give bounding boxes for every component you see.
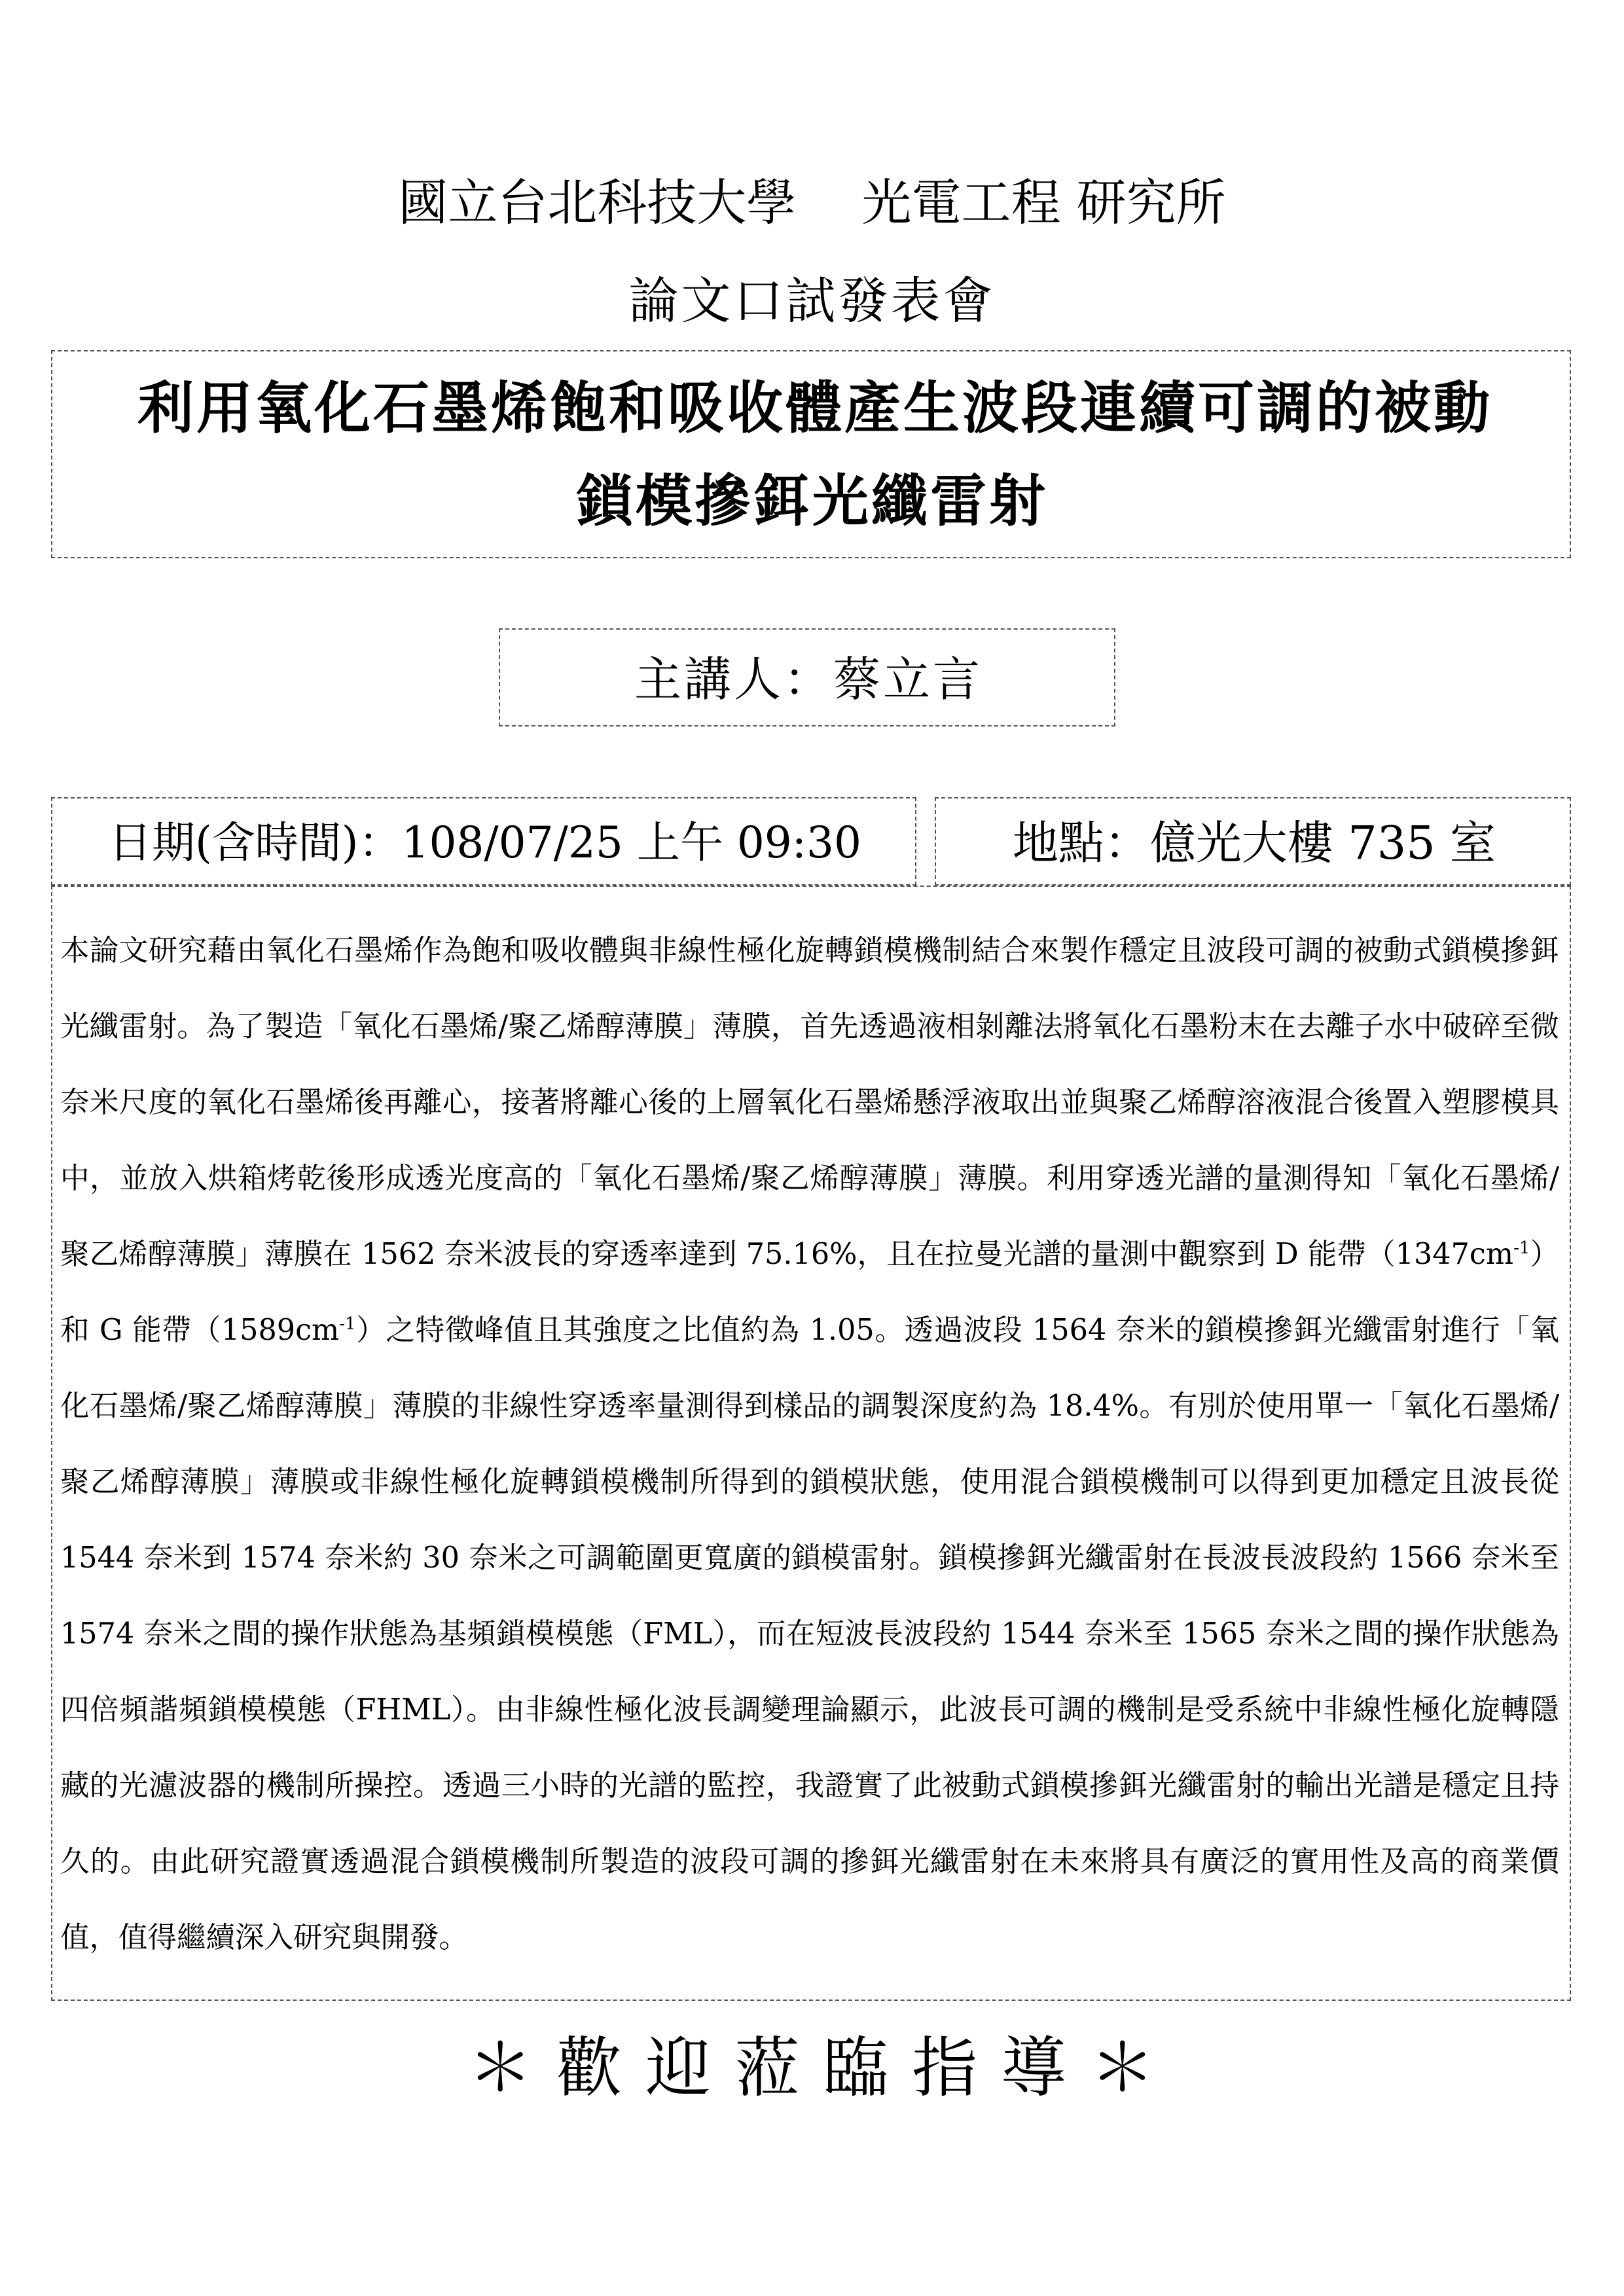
abstract-part-1: 本論文研究藉由氧化石墨烯作為飽和吸收體與非線性極化旋轉鎖模機制結合來製作穩定且波段可調的被動式鎖模摻鉺光纖雷射。為了製造「氧化石墨烯/聚乙烯醇薄膜」薄膜，首先透過液相剝離法將氧化石墨粉末在去離子水中破碎至微奈米尺度的氧化石墨烯後再離心，接著將離心後的上層氧化石墨烯懸浮液取出並與聚乙烯醇溶液混合後置入塑膠模具中，並放入烘箱烤乾後形成透光度高的「氧化石墨烯/聚乙烯醇薄膜」薄膜。利用穿透光譜的量測得知「氧化石墨烯/聚乙烯醇薄膜」薄膜在 1562 奈米波長的穿透率達到 75.16%，且在拉曼光譜的量測中觀察到 D 能帶（1347cm bbox=[60, 934, 1559, 1271]
unit-superscript-1: -1 bbox=[1513, 1238, 1530, 1259]
thesis-title-box bbox=[51, 350, 1571, 558]
abstract-part-3: ）之特徵峰值且其強度之比值約為 1.05。透過波段 1564 奈米的鎖模摻鉺光纖雷射進行「氧化石墨烯/聚乙烯醇薄膜」薄膜的非線性穿透率量測得到樣品的調製深度約為 18.4%。有別於使用單一「氧化石墨烯/聚乙烯醇薄膜」薄膜或非線性極化旋轉鎖模機制所得到的鎖模狀態，使用混合鎖模機制可以得到更加穩定且波長從 1544 奈米到 1574 奈米約 30 奈米之可調範圍更寬廣的鎖模雷射。鎖模摻鉺光纖雷射在長波長波段約 1566 奈米至 1574 奈米之間的操作狀態為基頻鎖模模態（FML），而在短波長波段約 1544 奈米至 1565 奈米之間的操作狀態為四倍頻諧頻鎖模模態（FHML）。由非線性極化波長調變理論顯示，此波長可調的機制是受系統中非線性極化旋轉隱藏的光濾波器的機制所操控。透過三小時的光譜的監控，我證實了此被動式鎖模摻鉺光纖雷射的輸出光譜是穩定且持久的。由此研究證實透過混合鎖模機制所製造的波段可調的摻鉺光纖雷射在未來將具有廣泛的實用性及高的商業價值，值得繼續深入研究與開發。 bbox=[60, 1314, 1559, 1954]
thesis-title-line-1: 利用氧化石墨烯飽和吸收體產生波段連續可調的被動 bbox=[137, 375, 1492, 441]
location-box bbox=[935, 797, 1571, 886]
abstract-paragraph bbox=[60, 913, 1559, 1976]
date-box bbox=[51, 797, 916, 886]
thesis-title-line-2: 鎖模摻鉺光纖雷射 bbox=[577, 468, 1048, 534]
date-time: 日期(含時間)：108/07/25 上午 09:30 bbox=[108, 817, 862, 868]
location: 地點：億光大樓 735 室 bbox=[1012, 816, 1496, 870]
university-department-line: 國立台北科技大學 光電工程 研究所 bbox=[398, 173, 1226, 232]
event-title: 論文口試發表會 bbox=[628, 272, 996, 330]
welcome-message: ＊ 歡 迎 蒞 臨 指 導 ＊ bbox=[467, 2030, 1157, 2106]
unit-superscript-2: -1 bbox=[339, 1314, 356, 1335]
abstract-part-2: ）和 G 能帶（1589cm bbox=[60, 1238, 1559, 1347]
abstract-box bbox=[51, 886, 1571, 2001]
speaker-box bbox=[499, 628, 1115, 726]
speaker-name: 主講人：蔡立言 bbox=[634, 652, 983, 707]
